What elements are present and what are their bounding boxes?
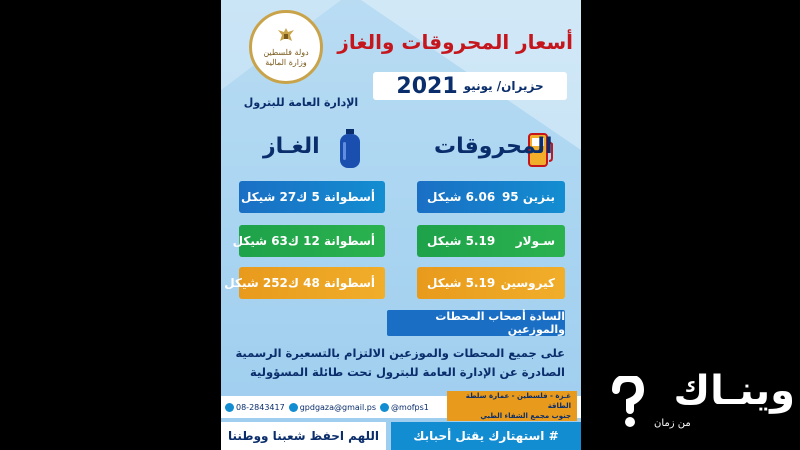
gas-name: أسطوانة 12 ك bbox=[287, 234, 375, 248]
gas-heading: الغـاز bbox=[263, 134, 320, 159]
fuel-price-row bbox=[417, 225, 565, 257]
site-watermark bbox=[610, 368, 795, 440]
fuel-price: 6.06 شيكل bbox=[427, 190, 496, 204]
address-line-1: غـزة - فلسطين - عمارة سلطة الطاقة bbox=[465, 392, 571, 410]
gas-price: 252 شيكل bbox=[224, 276, 288, 290]
contact-email-text: gpdgaza@gmail.ps bbox=[299, 402, 377, 412]
contact-social bbox=[376, 403, 429, 412]
fuel-heading: المحروقات bbox=[434, 134, 553, 159]
notice-line-1: على جميع المحطات والموزعين الالتزام بالتسعيرة الرسمية bbox=[235, 346, 565, 360]
contact-phone-text: 08-2843417 bbox=[236, 402, 285, 412]
date-month: حزيران/ يونيو bbox=[463, 79, 544, 93]
watermark-text: وينـاك bbox=[673, 368, 795, 414]
ministry-logo bbox=[249, 10, 323, 84]
fuel-name: بنزين 95 bbox=[501, 190, 555, 204]
logo-line-2: وزارة المالية bbox=[265, 58, 307, 67]
address-box bbox=[447, 391, 577, 421]
fuel-name: كيروسين bbox=[500, 276, 555, 290]
email-icon bbox=[289, 403, 298, 412]
gas-cylinder-icon bbox=[337, 128, 363, 170]
question-mark-icon bbox=[610, 376, 646, 430]
phone-icon bbox=[225, 403, 234, 412]
contact-email bbox=[285, 403, 376, 412]
slogan-hashtag: # استهتارك يقتل أحبابك bbox=[391, 422, 581, 450]
contact-social-text: @mofps1 bbox=[391, 402, 429, 412]
price-poster bbox=[221, 0, 581, 450]
contact-phone bbox=[221, 403, 285, 412]
gas-price: 27 شيكل bbox=[240, 190, 297, 204]
gas-price-row bbox=[224, 267, 385, 299]
notice-heading: السادة أصحاب المحطات والموزعين bbox=[387, 310, 565, 336]
authority-name: الإدارة العامة للبترول bbox=[243, 96, 359, 109]
poster-title: أسعار المحروقات والغاز bbox=[337, 30, 573, 54]
gas-price-row bbox=[232, 225, 385, 257]
date-year: 2021 bbox=[396, 73, 458, 99]
slogan-prayer: اللهم احفظ شعبنا ووطننا bbox=[221, 422, 386, 450]
watermark-subtext: من زمان bbox=[654, 418, 691, 429]
notice-text bbox=[235, 344, 565, 382]
notice-line-2: الصادرة عن الإدارة العامة للبترول تحت طائلة المسؤولية bbox=[250, 365, 565, 379]
fuel-price-row bbox=[417, 267, 565, 299]
gas-price-row bbox=[239, 181, 385, 213]
fuel-price: 5.19 شيكل bbox=[427, 276, 496, 290]
logo-line-1: دولة فلسطين bbox=[263, 48, 309, 57]
fuel-price-row bbox=[417, 181, 565, 213]
gas-name: أسطوانة 48 ك bbox=[287, 276, 375, 290]
facebook-icon bbox=[380, 403, 389, 412]
eagle-icon bbox=[275, 26, 297, 48]
address-line-2: جنوب مجمع الشفاء الطبي bbox=[480, 412, 571, 420]
gas-name: أسطوانة 5 ك bbox=[296, 190, 375, 204]
date-box bbox=[373, 72, 567, 100]
gas-price: 63 شيكل bbox=[232, 234, 288, 248]
fuel-name: سـولار bbox=[515, 234, 555, 248]
fuel-price: 5.19 شيكل bbox=[427, 234, 496, 248]
